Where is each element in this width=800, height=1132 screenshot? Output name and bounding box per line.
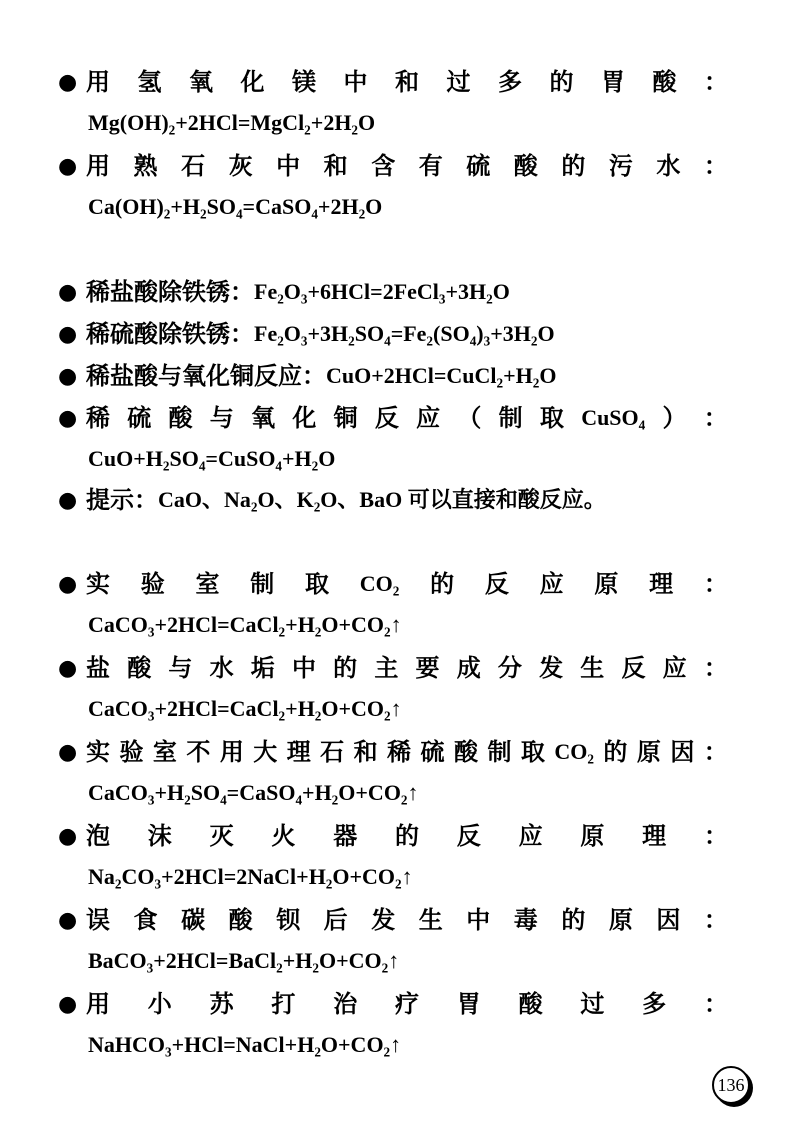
bullet-icon: ●	[58, 405, 78, 431]
item-text: 盐 酸 与 水 垢 中 的 主 要 成 分 发 生 反 应 ：	[86, 653, 728, 682]
bullet-icon: ●	[58, 655, 78, 681]
item-text: 用 氢 氧 化 镁 中 和 过 多 的 胃 酸 ：	[86, 67, 728, 96]
list-item	[58, 400, 728, 436]
list-item	[58, 566, 728, 602]
equation: NaHCO₃+HCl=NaCl+H₂O+CO₂↑	[88, 1032, 402, 1057]
equation: CuO+2HCl=CuCl₂+H₂O	[326, 363, 557, 388]
list-item: ● 稀盐酸除铁锈：Fe₂O₃+6HCl=2FeCl₃+3H₂O	[58, 274, 728, 310]
equation: Fe₂O₃+6HCl=2FeCl₃+3H₂O	[254, 279, 510, 304]
bullet-icon: ●	[58, 153, 78, 179]
bullet-icon: ●	[58, 363, 78, 389]
bullet-icon: ●	[58, 823, 78, 849]
list-item	[58, 734, 728, 770]
equation: CaCO₃+2HCl=CaCl₂+H₂O+CO₂↑	[88, 612, 402, 637]
list-item	[58, 818, 728, 854]
list-item: ● 稀硫酸除铁锈：Fe₂O₃+3H₂SO₄=Fe₂(SO₄)₃+3H₂O	[58, 316, 728, 352]
item-text: 稀 硫 酸 与 氧 化 铜 反 应 （ 制 取 CuSO₄ ） ：	[86, 403, 728, 432]
equation: Mg(OH)₂+2HCl=MgCl₂+2H₂O	[88, 110, 376, 135]
bullet-icon: ●	[58, 907, 78, 933]
equation: CaCO₃+H₂SO₄=CaSO₄+H₂O+CO₂↑	[88, 780, 419, 805]
item-text: 误 食 碳 酸 钡 后 发 生 中 毒 的 原 因 ：	[86, 905, 728, 934]
item-text: 实 验 室 不 用 大 理 石 和 稀 硫 酸 制 取 CO₂ 的 原 因 ：	[86, 737, 728, 766]
hint-text: CaO、Na₂O、K₂O、BaO 可以直接和酸反应。	[158, 487, 606, 512]
item-text: 泡 沫 灭 火 器 的 反 应 原 理 ：	[86, 821, 728, 850]
equation: Ca(OH)₂+H₂SO₄=CaSO₄+2H₂O	[88, 194, 383, 219]
bullet-icon: ●	[58, 991, 78, 1017]
list-item	[58, 902, 728, 938]
item-text: 用 熟 石 灰 中 和 含 有 硫 酸 的 污 水 ：	[86, 151, 728, 180]
bullet-icon: ●	[58, 487, 78, 513]
list-item	[58, 64, 728, 100]
list-item: ● 稀盐酸与氧化铜反应：CuO+2HCl=CuCl₂+H₂O	[58, 358, 728, 394]
list-item	[58, 148, 728, 184]
equation: CuO+H₂SO₄=CuSO₄+H₂O	[88, 446, 336, 471]
item-text: 实 验 室 制 取 CO₂ 的 反 应 原 理 ：	[86, 569, 728, 598]
list-item	[58, 650, 728, 686]
equation: Fe₂O₃+3H₂SO₄=Fe₂(SO₄)₃+3H₂O	[254, 321, 555, 346]
equation: CaCO₃+2HCl=CaCl₂+H₂O+CO₂↑	[88, 696, 402, 721]
bullet-icon: ●	[58, 571, 78, 597]
bullet-icon: ●	[58, 321, 78, 347]
equation: BaCO₃+2HCl=BaCl₂+H₂O+CO₂↑	[88, 948, 400, 973]
list-item: ● 提示：CaO、Na₂O、K₂O、BaO 可以直接和酸反应。	[58, 482, 728, 518]
item-text: 用 小 苏 打 治 疗 胃 酸 过 多 ：	[86, 989, 728, 1018]
bullet-icon: ●	[58, 739, 78, 765]
bullet-icon: ●	[58, 279, 78, 305]
page-number: 136	[712, 1066, 750, 1104]
bullet-icon: ●	[58, 69, 78, 95]
list-item	[58, 986, 728, 1022]
equation: Na₂CO₃+2HCl=2NaCl+H₂O+CO₂↑	[88, 864, 413, 889]
